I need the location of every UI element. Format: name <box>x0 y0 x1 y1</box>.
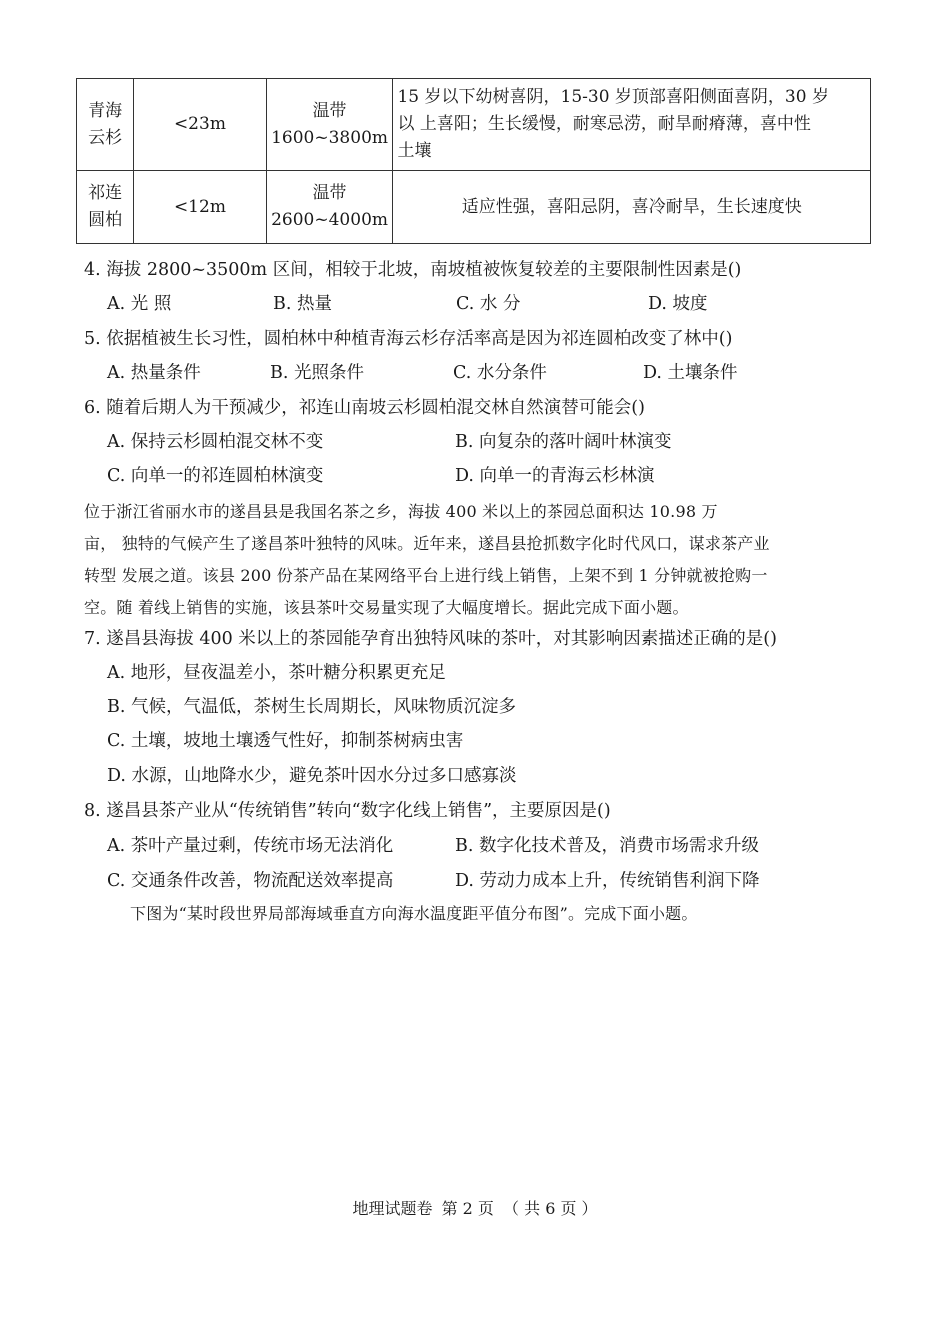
q6-option-c: C. 向单一的祁连圆柏林演变 <box>107 466 324 486</box>
table-row <box>77 171 871 244</box>
height-cell: <12m <box>134 171 266 244</box>
species-name: 圆柏 <box>88 210 123 230</box>
zone-cell <box>266 79 393 171</box>
footer-total-pages: （ 共 6 页 ） <box>503 1199 598 1218</box>
species-name: 青海 <box>88 100 123 121</box>
table-row <box>77 79 871 171</box>
q6-option-a: A. 保持云杉圆柏混交林不变 <box>107 432 324 452</box>
q4-option-a: A. 光 照 <box>107 294 172 314</box>
climate-zone: 温带 <box>312 100 347 121</box>
q6-option-b: B. 向复杂的落叶阔叶林演变 <box>455 432 672 452</box>
tree-species-table <box>76 78 871 244</box>
q5-option-b: B. 光照条件 <box>270 363 364 383</box>
species-name-cell <box>77 79 134 171</box>
question-6-stem: 6. 随着后期人为干预减少，祁连山南坡云杉圆柏混交林自然演替可能会() <box>84 398 645 418</box>
habit-text: 土壤 <box>397 141 432 161</box>
height-cell: <23m <box>134 79 266 171</box>
species-name: 云杉 <box>88 127 123 148</box>
habit-cell <box>393 171 871 244</box>
habit-text: 以 上喜阳；生长缓慢，耐寒忌涝，耐旱耐瘠薄，喜中性 <box>397 114 811 134</box>
habit-text: 15 岁以下幼树喜阴，15-30 岁顶部喜阳侧面喜阴，30 岁 <box>397 87 829 107</box>
material-paragraph-line: 转型 发展之道。该县 200 份茶产品在某网络平台上进行线上销售，上架不到 1 分钟就被抢购一 <box>84 566 768 585</box>
question-4-stem: 4. 海拔 2800~3500m 区间，相较于北坡，南坡植被恢复较差的主要限制性因素是() <box>84 260 742 280</box>
q5-option-c: C. 水分条件 <box>453 363 547 383</box>
footer-page-number: 第 2 页 <box>441 1199 494 1218</box>
question-7-stem: 7. 遂昌县海拔 400 米以上的茶园能孕育出独特风味的茶叶，对其影响因素描述正确的是() <box>84 629 777 649</box>
altitude-range: 2600~4000m <box>271 210 389 230</box>
altitude-range: 1600~3800m <box>271 127 389 148</box>
q5-option-a: A. 热量条件 <box>107 363 201 383</box>
habit-text: 适应性强，喜阳忌阴，喜冷耐旱，生长速度快 <box>461 196 802 217</box>
q4-option-d: D. 坡度 <box>648 294 708 314</box>
species-name: 祁连 <box>88 183 123 203</box>
q8-option-a: A. 茶叶产量过剩，传统市场无法消化 <box>107 836 394 856</box>
q7-option-d: D. 水源，山地降水少，避免茶叶因水分过多口感寡淡 <box>107 766 517 786</box>
question-5-stem: 5. 依据植被生长习性，圆柏林中种植青海云杉存活率高是因为祁连圆柏改变了林中() <box>84 329 733 349</box>
species-name-cell <box>77 171 134 244</box>
q6-option-d: D. 向单一的青海云杉林演 <box>455 466 655 486</box>
q7-option-b: B. 气候，气温低，茶树生长周期长，风味物质沉淀多 <box>107 697 516 717</box>
climate-zone: 温带 <box>312 183 347 203</box>
q8-option-d: D. 劳动力成本上升，传统销售利润下降 <box>455 871 760 891</box>
page-footer <box>0 1196 950 1219</box>
q7-option-c: C. 土壤，坡地土壤透气性好，抑制茶树病虫害 <box>107 731 464 751</box>
q7-option-a: A. 地形，昼夜温差小，茶叶糖分积累更充足 <box>107 663 446 683</box>
q4-option-b: B. 热量 <box>273 294 332 314</box>
q5-option-d: D. 土壤条件 <box>643 363 738 383</box>
material-paragraph-line: 位于浙江省丽水市的遂昌县是我国名茶之乡，海拔 400 米以上的茶园总面积达 10.98 万 <box>84 502 718 521</box>
material-paragraph-line: 空。随 着线上销售的实施，该县茶叶交易量实现了大幅度增长。据此完成下面小题。 <box>84 598 689 617</box>
q4-option-c: C. 水 分 <box>456 294 521 314</box>
zone-cell <box>266 171 393 244</box>
q8-option-c: C. 交通条件改善，物流配送效率提高 <box>107 871 394 891</box>
question-8-stem: 8. 遂昌县茶产业从“传统销售”转向“数字化线上销售”，主要原因是() <box>84 801 611 821</box>
footer-subject: 地理试题卷 <box>352 1199 433 1218</box>
material-intro-line: 下图为“某时段世界局部海域垂直方向海水温度距平值分布图”。完成下面小题。 <box>130 904 698 923</box>
q8-option-b: B. 数字化技术普及，消费市场需求升级 <box>455 836 759 856</box>
material-paragraph-line: 亩， 独特的气候产生了遂昌茶叶独特的风味。近年来，遂昌县抢抓数字化时代风口，谋求茶产业 <box>84 534 770 553</box>
habit-cell <box>393 79 871 171</box>
